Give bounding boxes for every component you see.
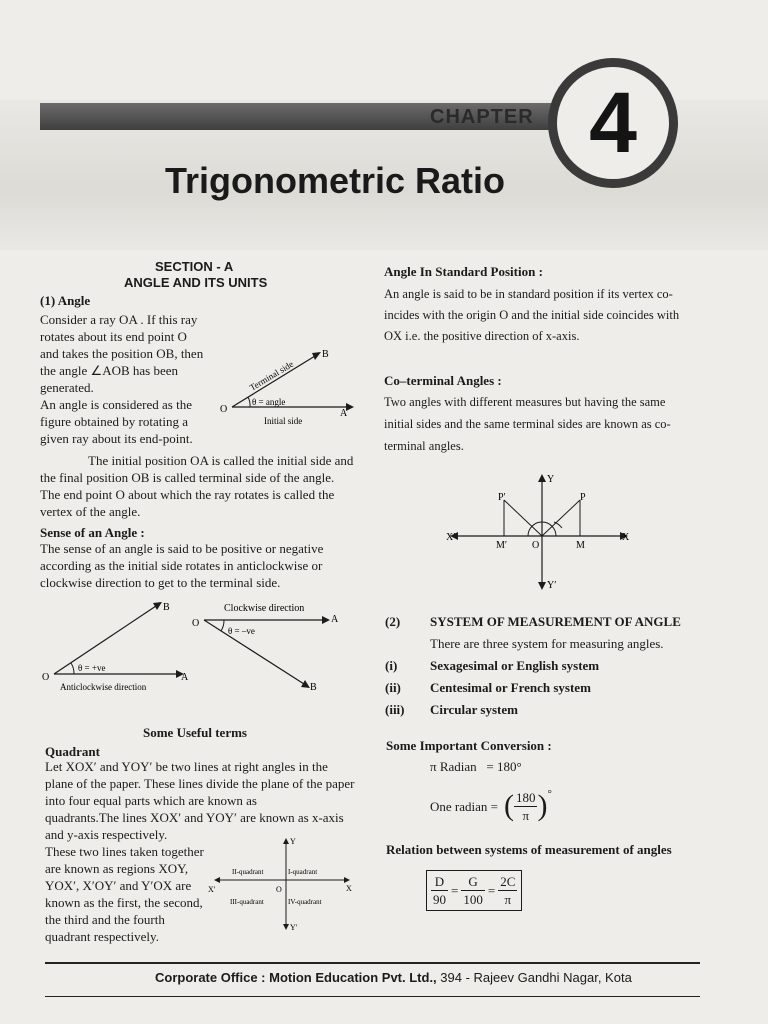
anticlockwise-arc	[71, 663, 74, 674]
fig-label-b: B	[163, 602, 170, 613]
fig-label-origin: O	[276, 885, 282, 894]
fig-initial-side-label: Initial side	[264, 416, 303, 426]
relation-heading: Relation between systems of measurement of angles	[386, 842, 672, 857]
arrowhead	[538, 474, 546, 482]
radian-fraction	[514, 789, 538, 824]
fraction-denominator: 100	[463, 892, 483, 907]
text-line: Consider a ray OA . If this ray	[40, 312, 198, 327]
system-intro: There are three system for measuring angles.	[430, 636, 664, 651]
standard-position-heading: Angle In Standard Position :	[384, 264, 543, 279]
op-line	[542, 500, 580, 536]
arrowhead	[322, 616, 330, 624]
angle-arc-small	[554, 522, 562, 528]
standard-position-paragraph	[384, 284, 704, 347]
system-number: (2)	[385, 614, 401, 629]
fig-label-y: Y	[547, 474, 555, 485]
degree-symbol: °	[547, 788, 552, 800]
one-radian-label: One radian =	[430, 798, 498, 814]
degree-fraction	[431, 873, 448, 908]
text-line: into four equal parts which are known as	[45, 793, 257, 808]
fraction-numerator: D	[431, 873, 448, 891]
angle-heading: (1) Angle	[40, 293, 91, 308]
one-radian-formula	[430, 786, 552, 826]
fig-q3-label: III-quadrant	[230, 898, 264, 906]
relation-formula-box	[426, 870, 522, 911]
system-item-number: (i)	[385, 658, 398, 673]
system-item-label: Sexagesimal or English system	[430, 658, 600, 673]
fig-label-o2: O	[192, 618, 200, 629]
coterminal-heading: Co–terminal Angles :	[384, 373, 502, 388]
text-line: quadrant respectively.	[45, 929, 159, 944]
coterminal-figure	[444, 470, 640, 595]
section-subtitle: ANGLE AND ITS UNITS	[124, 275, 268, 290]
fig-label-y-prime: Y′	[547, 580, 557, 591]
footer-divider	[45, 962, 700, 964]
footer-office: Corporate Office : Motion Education Pvt. Ltd.,	[155, 970, 437, 985]
fig-label-m-prime: M′	[496, 540, 508, 551]
fig-label-origin: O	[532, 540, 540, 551]
footer	[155, 970, 632, 985]
text-line: generated.	[40, 380, 94, 395]
fig-theta-negative: θ = –ve	[228, 626, 255, 636]
text-line: and y-axis respectively.	[45, 827, 168, 842]
conversion-heading: Some Important Conversion :	[386, 738, 552, 753]
text-line: plane of the paper. These lines divide the plane of the paper	[45, 776, 355, 791]
right-paren: )	[537, 789, 548, 822]
fig-label-o: O	[220, 404, 228, 415]
fig-label-a: A	[340, 408, 348, 419]
useful-terms-heading: Some Useful terms	[143, 725, 247, 740]
arrowhead	[283, 924, 289, 930]
system-item-number: (iii)	[385, 702, 405, 717]
sense-paragraph	[40, 540, 365, 591]
grade-fraction	[461, 873, 485, 908]
fig-label-y: Y	[290, 837, 296, 846]
text-line: The sense of an angle is said to be positive or negative	[40, 541, 324, 556]
text-line: are known as regions XOY,	[45, 861, 189, 876]
arrowhead	[538, 582, 546, 590]
angle-arc	[248, 397, 250, 407]
fig-anticlockwise-label: Anticlockwise direction	[60, 682, 147, 692]
coterminal-paragraph	[384, 391, 704, 457]
text-line: An angle is said to be in standard position if its vertex co-	[384, 287, 673, 301]
angle-figure	[218, 345, 358, 430]
text-line: terminal angles.	[384, 439, 464, 453]
system-item-label: Circular system	[430, 702, 518, 717]
left-paren: (	[503, 789, 514, 822]
angle-definition	[40, 311, 235, 447]
text-line: incides with the origin O and the initial side coincides with	[384, 308, 680, 322]
arrowhead	[301, 680, 310, 688]
text-line: quadrants.The lines XOX′ and YOY′ are known as x-axis	[45, 810, 344, 825]
fraction-numerator: 2C	[500, 874, 516, 889]
text-line: YOX′, X′OY′ and Y′OX are	[45, 878, 192, 893]
footer-address: 394 - Rajeev Gandhi Nagar, Kota	[436, 970, 632, 985]
chapter-number: 4	[589, 75, 637, 171]
fig-q1-label: I-quadrant	[288, 868, 318, 876]
angle-paragraph	[40, 452, 365, 520]
text-line: and takes the position OB, then	[40, 346, 204, 361]
pi-radian-conversion: π Radian = 180°	[430, 759, 522, 774]
text-line: Two angles with different measures but having the same	[384, 395, 666, 409]
section-title: SECTION - A	[155, 259, 234, 274]
sense-of-angle-figure	[40, 598, 360, 698]
fraction-denominator: π	[522, 807, 530, 823]
fig-label-o: O	[42, 672, 50, 683]
equals-sign: =	[451, 883, 459, 898]
fig-label-p: P	[580, 492, 586, 503]
text-line: An angle is considered as the	[40, 397, 192, 412]
arrowhead	[153, 602, 162, 610]
text-line: initial sides and the same terminal sides are known as co-	[384, 417, 671, 431]
text-line: These two lines taken together	[45, 844, 204, 859]
text-line: clockwise direction to get to the terminal side.	[40, 575, 281, 590]
system-heading: SYSTEM OF MEASUREMENT OF ANGLE	[430, 614, 681, 629]
text-line: figure obtained by rotating a	[40, 414, 189, 429]
clockwise-arc	[221, 620, 224, 631]
chapter-label: CHAPTER	[430, 106, 534, 128]
text-line: the final position OB is called terminal side of the angle.	[40, 470, 335, 485]
radian-fraction	[498, 873, 517, 908]
quadrant-figure	[208, 834, 356, 934]
fig-label-x: X	[622, 532, 630, 543]
fig-label-x: X	[346, 884, 352, 893]
fig-q4-label: IV-quadrant	[288, 898, 322, 906]
arrowhead	[214, 877, 220, 883]
op-prime-line	[504, 500, 542, 536]
fig-label-p-prime: P′	[498, 492, 506, 503]
fig-label-x-prime: X′	[446, 532, 456, 543]
fig-label-a: A	[181, 672, 189, 683]
text-line: according as the initial side rotates in anticlockwise or	[40, 558, 323, 573]
fig-q2-label: II-quadrant	[232, 868, 264, 876]
system-item-number: (ii)	[385, 680, 401, 695]
fraction-denominator: 90	[433, 892, 446, 907]
page-title: Trigonometric Ratio	[165, 160, 506, 201]
fraction-numerator: G	[461, 873, 485, 891]
system-item-label: Centesimal or French system	[430, 680, 591, 695]
text-line: rotates about its end point O	[40, 329, 187, 344]
text-line: the angle ∠AOB has been	[40, 363, 179, 378]
text-line: known as the first, the second,	[45, 895, 203, 910]
fig-theta-label: θ = angle	[252, 397, 286, 407]
fig-label-b: B	[322, 349, 329, 360]
text-line: vertex of the angle.	[40, 504, 141, 519]
fig-terminal-side-label: Terminal side	[247, 358, 296, 393]
fraction-numerator: 180	[515, 789, 536, 805]
text-line: given ray about its end-point.	[40, 431, 193, 446]
arrowhead-b	[312, 352, 321, 360]
text-line: Let XOX′ and YOY′ be two lines at right angles in the	[45, 759, 328, 774]
fraction-denominator: π	[504, 892, 512, 907]
fig-label-a2: A	[331, 614, 339, 625]
fig-label-b2: B	[310, 682, 317, 693]
text-line: the third and the fourth	[45, 912, 165, 927]
text-line: OX i.e. the positive direction of x-axis.	[384, 329, 580, 343]
fig-theta-positive: θ = +ve	[78, 663, 106, 673]
fig-label-y-prime: Y′	[290, 923, 298, 932]
equals-sign: =	[487, 883, 496, 898]
footer-divider-bottom	[45, 996, 700, 997]
text-line: The initial position OA is called the initial side and	[88, 453, 354, 468]
arrowhead	[283, 838, 289, 844]
quadrant-heading: Quadrant	[45, 744, 100, 759]
fig-label-m: M	[576, 540, 585, 551]
fig-clockwise-label: Clockwise direction	[224, 603, 305, 614]
fig-label-x-prime: X′	[208, 885, 216, 894]
sense-heading: Sense of an Angle :	[40, 525, 145, 540]
arrowhead	[344, 877, 350, 883]
text-line: The end point O about which the ray rotates is called the	[40, 487, 335, 502]
